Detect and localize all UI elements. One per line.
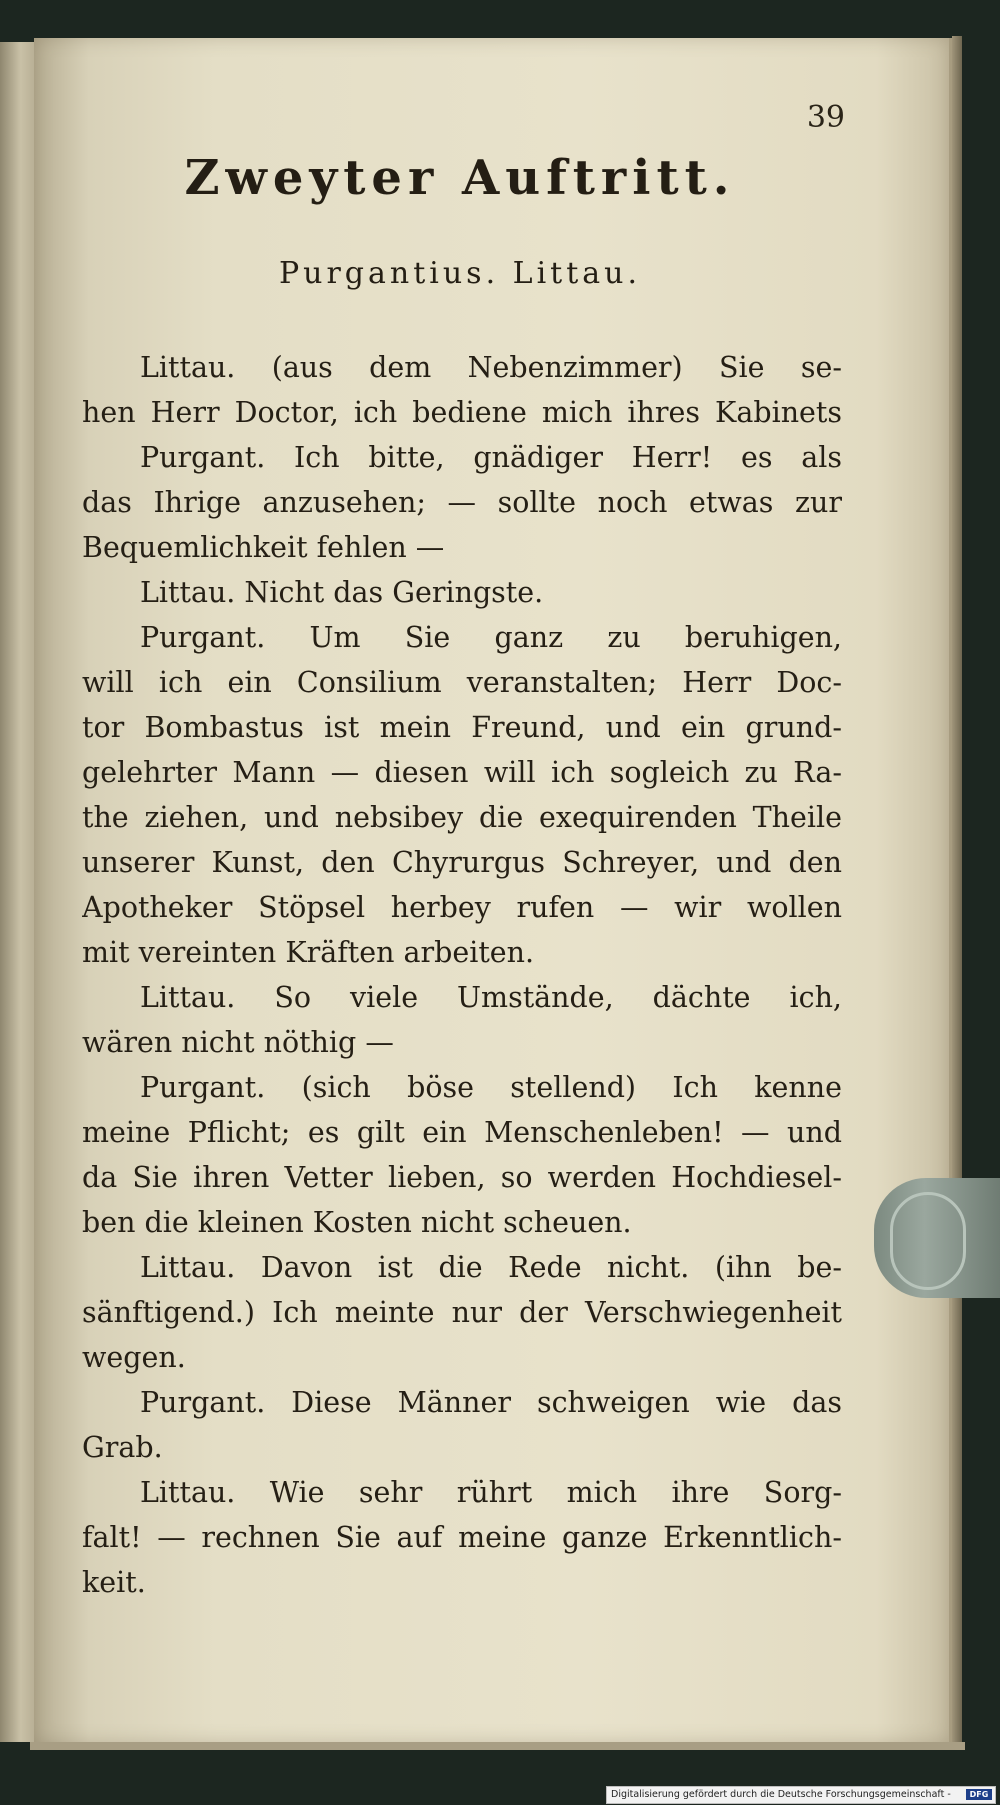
text-line: gelehrter Mann — diesen will ich sogleich zu Ra- — [82, 756, 842, 789]
facing-page-edge — [0, 42, 34, 1742]
text-line: Purgant. Diese Männer schweigen wie das — [140, 1386, 842, 1419]
clip-ring — [890, 1192, 966, 1290]
scene-heading: Zweyter Auftritt. — [184, 150, 736, 206]
text-line: da Sie ihren Vetter lieben, so werden Hochdiesel- — [82, 1161, 842, 1194]
text-line: Grab. — [82, 1431, 163, 1464]
text-line: sänftigend.) Ich meinte nur der Verschwiegenheit — [82, 1296, 842, 1329]
text-line: falt! — rechnen Sie auf meine ganze Erkenntlich- — [82, 1521, 842, 1554]
text-line: Littau. Wie sehr rührt mich ihre Sorg- — [140, 1476, 842, 1509]
text-line: keit. — [82, 1566, 146, 1599]
text-line: Purgant. Um Sie ganz zu beruhigen, — [140, 621, 842, 654]
text-line: Purgant. (sich böse stellend) Ich kenne — [140, 1071, 842, 1104]
text-line: wären nicht nöthig — — [82, 1026, 394, 1059]
credit-text: Digitalisierung gefördert durch die Deutsche Forschungsgemeinschaft - — [611, 1789, 951, 1800]
text-line: ben die kleinen Kosten nicht scheuen. — [82, 1206, 632, 1239]
page-bottom-edge — [30, 1742, 965, 1750]
body-text — [82, 345, 842, 1605]
text-line: Littau. Davon ist die Rede nicht. (ihn be- — [140, 1251, 842, 1284]
text-line: unserer Kunst, den Chyrurgus Schreyer, und den — [82, 846, 842, 879]
text-line: the ziehen, und nebsibey die exequirenden Theile — [82, 801, 842, 834]
page-number: 39 — [806, 100, 845, 135]
digitization-credit — [606, 1786, 996, 1804]
text-line: Littau. (aus dem Nebenzimmer) Sie se- — [140, 351, 842, 384]
text-line: Littau. Nicht das Geringste. — [140, 576, 544, 609]
text-line: Apotheker Stöpsel herbey rufen — wir wollen — [82, 891, 842, 924]
text-line: Purgant. Ich bitte, gnädiger Herr! es als — [140, 441, 842, 474]
dfg-logo: DFG — [966, 1789, 992, 1800]
text-line: hen Herr Doctor, ich bediene mich ihres Kabinets — [82, 396, 842, 429]
text-line: wegen. — [82, 1341, 186, 1374]
text-line: mit vereinten Kräften arbeiten. — [82, 936, 535, 969]
text-line: will ich ein Consilium veranstalten; Herr Doc- — [82, 666, 842, 699]
text-line: das Ihrige anzusehen; — sollte noch etwas zur — [82, 486, 842, 519]
text-line: Littau. So viele Umstände, dächte ich, — [140, 981, 842, 1014]
page-edge — [952, 36, 962, 1748]
text-line: tor Bombastus ist mein Freund, und ein grund- — [82, 711, 842, 744]
text-line: meine Pflicht; es gilt ein Menschenleben! — und — [82, 1116, 842, 1149]
text-line: Bequemlichkeit fehlen — — [82, 531, 445, 564]
character-list: Purgantius. Littau. — [278, 256, 642, 291]
